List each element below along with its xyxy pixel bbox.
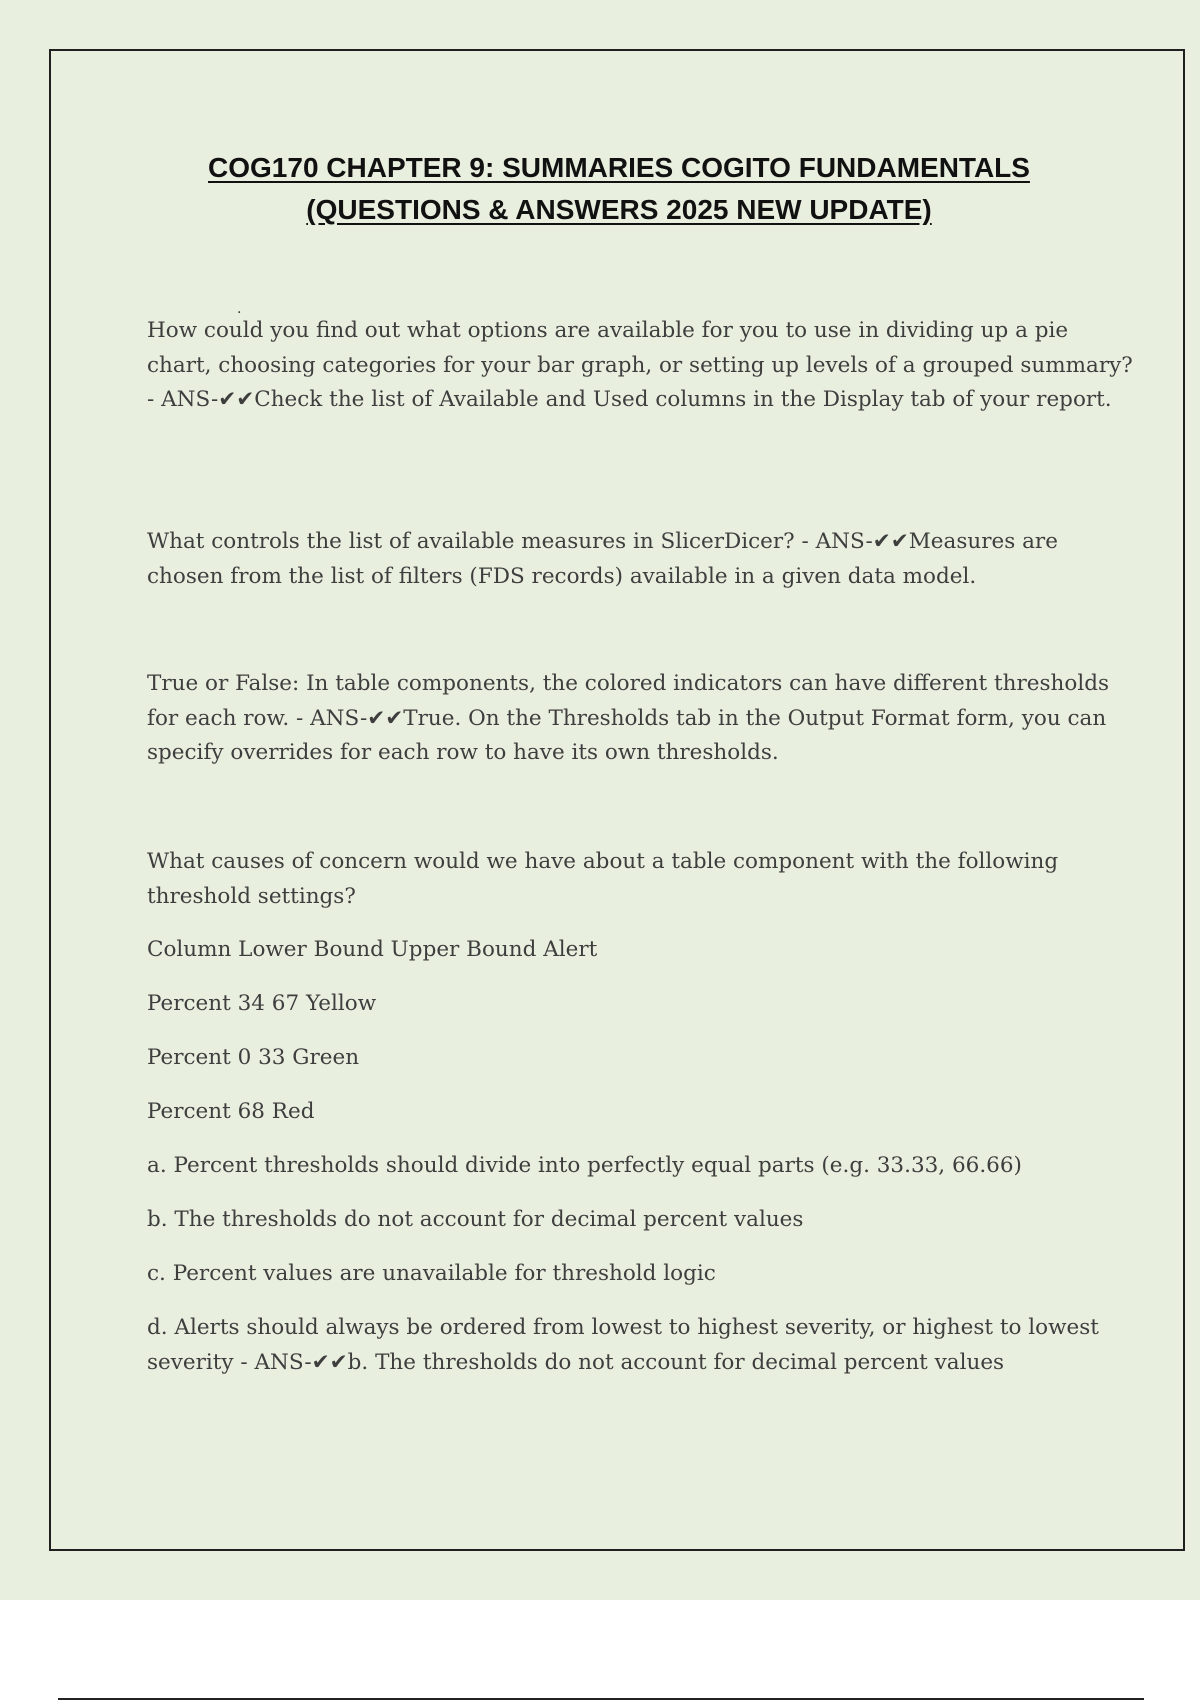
answer-option-c: c. Percent values are unavailable for threshold logic — [147, 1261, 716, 1286]
document-frame — [49, 49, 1185, 1551]
title-line-1: COG170 CHAPTER 9: SUMMARIES COGITO FUNDAMENTALS — [208, 152, 1030, 183]
qa-item-3: True or False: In table components, the colored indicators can have different thresholds for each row. - ANS-✔✔True. On the Thresholds tab in the Output Format form, you can specify overrides for each row to have its own thresholds. — [147, 671, 1109, 765]
stray-mark: . — [237, 301, 242, 317]
qa-item-2: What controls the list of available measures in SlicerDicer? - ANS-✔✔Measures are chosen from the list of filters (FDS records) available in a given data model. — [147, 529, 1058, 589]
answer-option-a: a. Percent thresholds should divide into perfectly equal parts (e.g. 33.33, 66.66) — [147, 1153, 1022, 1178]
threshold-header-row: Column Lower Bound Upper Bound Alert — [147, 937, 598, 962]
answer-option-d-and-answer: d. Alerts should always be ordered from lowest to highest severity, or highest to lowest severity - ANS-✔✔b. The thresholds do not account for decimal percent values — [147, 1315, 1099, 1375]
qa-item-1: How could you find out what options are available for you to use in dividing up a pie chart, choosing categories for your bar graph, or setting up levels of a grouped summary? - ANS-✔✔Check the list of Available and Used columns in the Display tab of your report. — [147, 318, 1133, 412]
title-line-2: (QUESTIONS & ANSWERS 2025 NEW UPDATE) — [306, 194, 932, 225]
qa-item-4-question: What causes of concern would we have about a table component with the following threshold settings? — [147, 849, 1059, 909]
answer-option-b: b. The thresholds do not account for decimal percent values — [147, 1207, 804, 1232]
threshold-row-red: Percent 68 Red — [147, 1099, 315, 1124]
threshold-row-yellow: Percent 34 67 Yellow — [147, 991, 377, 1016]
document-title — [51, 147, 1187, 231]
threshold-row-green: Percent 0 33 Green — [147, 1045, 360, 1070]
